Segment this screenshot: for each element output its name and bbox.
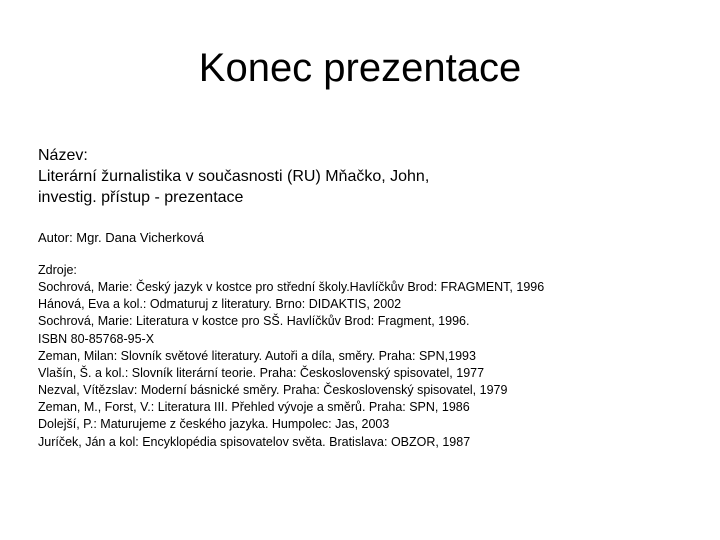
source-item: Zeman, M., Forst, V.: Literatura III. Přehled vývoje a směrů. Praha: SPN, 1986	[38, 400, 470, 415]
source-item: Hánová, Eva a kol.: Odmaturuj z literatury. Brno: DIDAKTIS, 2002	[38, 297, 402, 312]
name-label: Název:	[38, 147, 88, 164]
slide-title: Konec prezentace	[198, 46, 522, 90]
source-item: Nezval, Vítězslav: Moderní básnické směry. Praha: Československý spisovatel, 1979	[38, 383, 508, 398]
source-item: Dolejší, P.: Maturujeme z českého jazyka. Humpolec: Jas, 2003	[38, 417, 390, 432]
source-item: Zeman, Milan: Slovník světové literatury. Autoři a díla, směry. Praha: SPN,1993	[38, 348, 476, 363]
source-item: Sochrová, Marie: Český jazyk v kostce pro střední školy.Havlíčkův Brod: FRAGMENT, 1996	[38, 280, 545, 295]
name-line: Literární žurnalistika v současnosti (RU) Mňačko, John,	[38, 168, 430, 185]
source-item: Sochrová, Marie: Literatura v kostce pro SŠ. Havlíčkův Brod: Fragment, 1996.	[38, 314, 470, 329]
name-line: investig. přístup - prezentace	[38, 189, 244, 206]
source-item: ISBN 80-85768-95-X	[38, 331, 155, 346]
sources-list	[38, 262, 698, 451]
sources-label: Zdroje:	[38, 263, 77, 277]
author-line: Autor: Mgr. Dana Vicherková	[38, 230, 204, 245]
name-block	[38, 145, 678, 208]
source-item: Vlašín, Š. a kol.: Slovník literární teorie. Praha: Československý spisovatel, 1977	[38, 365, 485, 380]
source-item: Juríček, Ján a kol: Encyklopédia spisovatelov světa. Bratislava: OBZOR, 1987	[38, 434, 471, 449]
